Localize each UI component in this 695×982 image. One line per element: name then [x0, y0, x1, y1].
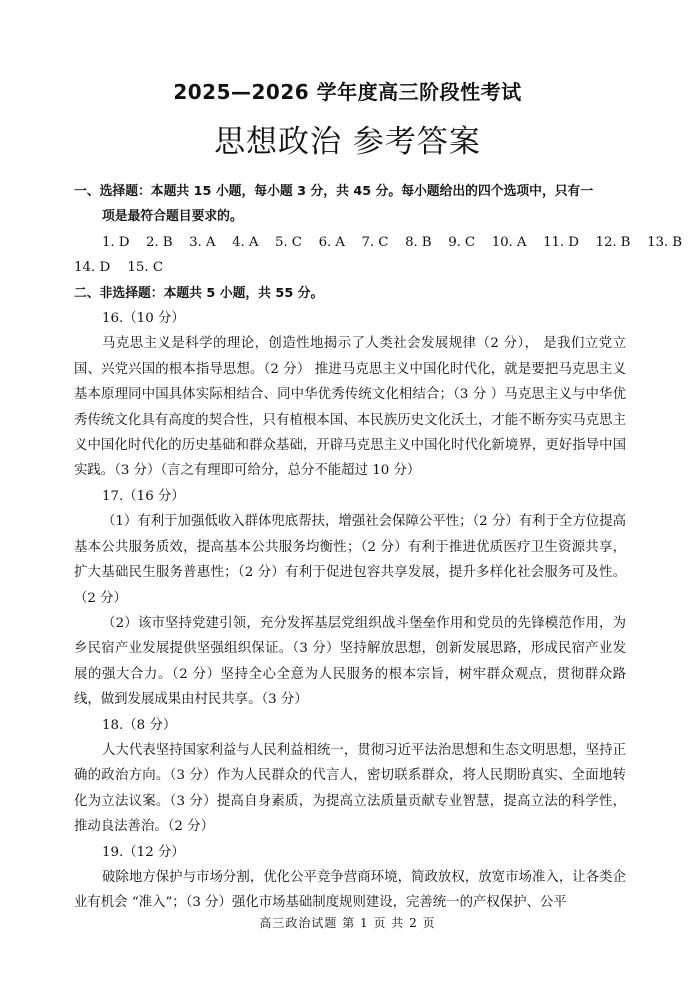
question-18-number: 18.（8 分） [102, 717, 177, 733]
question-17-part-1: （1）有利于加强低收入群体兜底帮扶，增强社会保障公平性；（2 分）有利于全方位提高基本公共服务质效，提高基本公共服务均衡性；（2 分）有利于推进优质医疗卫生资源共享，扩大基础民生服务普惠性；（2 分）有利于促进包容共享发展，提升多样化社会服务可及性。（2 分） [74, 514, 626, 606]
answer-item: 14. D [74, 260, 111, 276]
section-2-heading: 二、非选择题：本题共 5 小题，共 55 分。 [74, 285, 324, 301]
answer-item: 6. A [318, 234, 345, 250]
question-17-part-2: （2）该市坚持党建引领，充分发挥基层党组织战斗堡垒作用和党员的先锋模范作用，为乡民宿产业发展提供坚强组织保证。（3 分）坚持解放思想，创新发展思路，形成民宿产业发展的强大合力。（2 分）坚持全心全意为人民服务的根本宗旨，树牢群众观点，贯彻群众路线，做到发展成果由村民共享。（3 分） [74, 615, 626, 708]
document-title: 思想政治 参考答案 [214, 124, 481, 160]
answer-item: 7. C [361, 234, 389, 250]
answer-content [74, 179, 682, 916]
answer-item: 1. D [102, 234, 130, 250]
answer-item: 12. B [595, 234, 631, 250]
answer-item: 13. B [647, 234, 682, 250]
choice-answers-row-1 [74, 230, 682, 255]
question-17-number: 17.（16 分） [102, 488, 185, 504]
answer-item: 15. C [127, 260, 164, 276]
section-1-heading-line1: 一、选择题：本题共 15 小题，每小题 3 分，共 45 分。每小题给出的四个选项中，只有一 [74, 184, 594, 199]
exam-title: 2025—2026 学年度高三阶段性考试 [173, 80, 522, 104]
section-1-heading [74, 179, 626, 230]
question-16-number: 16.（10 分） [102, 311, 185, 327]
question-16-answer: 马克思主义是科学的理论，创造性地揭示了人类社会发展规律（2 分）， 是我们立党立国、兴党兴国的根本指导思想。（2 分） 推进马克思主义中国化时代化，就是要把马克思主义基本原理同中国具体实际相结合、同中华优秀传统文化相结合；（3 分 ）马克思主义与中华优秀传统文化具有高度的契合性，只有植根本国、本民族历史文化沃土，才能不断夯实马克思主义中国化时代化的历史基础和群众基础，开辟马克思主义中国化时代化新境界，更好指导中国实践。（3 分）（言之有理即可给分，总分不能超过 10 分） [74, 336, 626, 479]
answer-item: 9. C [448, 234, 476, 250]
answer-item: 2. B [146, 234, 173, 250]
answer-item: 8. B [405, 234, 432, 250]
answer-item: 10. A [491, 234, 527, 250]
answer-item: 4. A [232, 234, 259, 250]
choice-answers-row-2 [74, 255, 626, 280]
answer-item: 11. D [543, 234, 579, 250]
answer-item: 5. C [275, 234, 302, 250]
answer-item: 3. A [189, 234, 216, 250]
question-19-answer: 破除地方保护与市场分割，优化公平竞争营商环境，简政放权，放宽市场准入，让各类企业有机会 “准入”；（3 分）强化市场基础制度规则建设，完善统一的产权保护、公平 [74, 869, 626, 911]
page-footer: 高三政治试题 第 1 页 共 2 页 [259, 916, 436, 930]
section-1-heading-line2: 项是最符合题目要求的。 [102, 209, 243, 225]
question-18-answer: 人大代表坚持国家利益与人民利益相统一，贯彻习近平法治思想和生态文明思想，坚持正确的政治方向。（3 分）作为人民群众的代言人，密切联系群众，将人民期盼真实、全面地转化为立法议案。（3 分）提高自身素质，为提高立法质量贡献专业智慧，提高立法的科学性，推动良法善治。（2 分） [74, 742, 626, 835]
question-19-number: 19.（12 分） [102, 844, 185, 860]
